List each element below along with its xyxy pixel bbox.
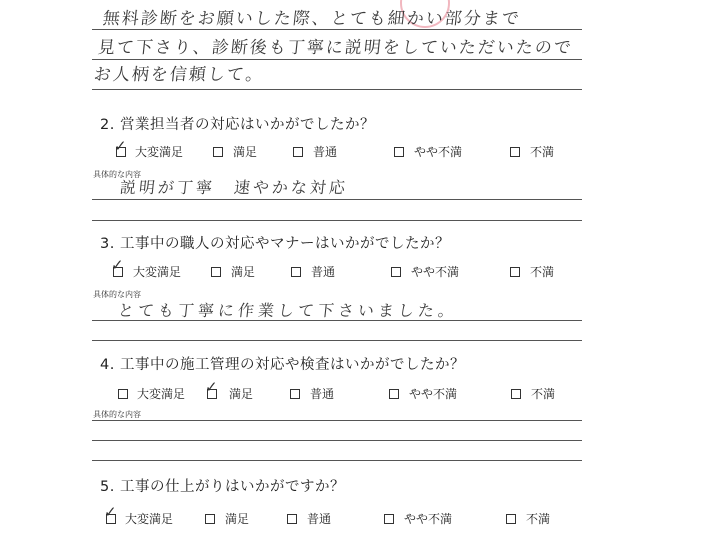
comment-rule bbox=[92, 440, 582, 441]
checkbox-q3-dissatisfied[interactable] bbox=[510, 267, 520, 277]
checkbox-q4-neutral[interactable] bbox=[290, 389, 300, 399]
handwritten-comment-line-3: お人柄を信頼して。 bbox=[92, 65, 266, 85]
comment-rule bbox=[92, 89, 582, 90]
detail-label-q3: 具体的な内容 bbox=[93, 290, 141, 299]
option-label: 普通 bbox=[310, 387, 335, 401]
handwritten-comment-q3: とても丁寧に作業して下さいました。 bbox=[116, 301, 459, 320]
question-5: 5. 工事の仕上がりはいかがですか？ bbox=[100, 479, 345, 495]
checkbox-q2-satisfied[interactable] bbox=[213, 147, 223, 157]
checkbox-q2-somewhat-dissatisfied[interactable] bbox=[394, 147, 404, 157]
comment-rule bbox=[92, 320, 582, 321]
checkbox-q2-dissatisfied[interactable] bbox=[510, 147, 520, 157]
checkbox-q5-satisfied[interactable] bbox=[205, 514, 215, 524]
comment-rule bbox=[92, 340, 582, 341]
option-label: やや不満 bbox=[409, 387, 458, 401]
handwritten-comment-line-2: 見て下さり、診断後も丁寧に説明をしていただいたので bbox=[96, 38, 574, 58]
comment-rule bbox=[92, 220, 582, 221]
option-label: やや不満 bbox=[404, 512, 453, 526]
checkbox-q4-somewhat-dissatisfied[interactable] bbox=[389, 389, 399, 399]
option-label: 不満 bbox=[530, 265, 555, 279]
question-3: 3. 工事中の職人の対応やマナーはいかがでしたか？ bbox=[100, 236, 450, 252]
check-mark-icon: ✓ bbox=[111, 256, 124, 274]
check-mark-icon: ✓ bbox=[114, 137, 127, 155]
comment-rule bbox=[92, 199, 582, 200]
option-label: 普通 bbox=[313, 145, 338, 159]
option-label: 不満 bbox=[530, 145, 555, 159]
checkbox-q3-satisfied[interactable] bbox=[211, 267, 221, 277]
detail-label-q2: 具体的な内容 bbox=[93, 170, 141, 179]
option-label: 満足 bbox=[229, 387, 254, 401]
option-label: 満足 bbox=[231, 265, 256, 279]
handwritten-comment-line-1: 無料診断をお願いした際、とても細かい部分まで bbox=[101, 9, 522, 29]
option-label: 大変満足 bbox=[125, 512, 174, 526]
checkbox-q2-neutral[interactable] bbox=[293, 147, 303, 157]
option-label: 普通 bbox=[307, 512, 332, 526]
option-label: 大変満足 bbox=[133, 265, 182, 279]
option-label: 不満 bbox=[531, 387, 556, 401]
question-2: 2. 営業担当者の対応はいかがでしたか？ bbox=[100, 117, 375, 133]
checkbox-q4-very-satisfied[interactable] bbox=[118, 389, 128, 399]
checkbox-q3-somewhat-dissatisfied[interactable] bbox=[391, 267, 401, 277]
comment-rule bbox=[92, 420, 582, 421]
option-label: やや不満 bbox=[414, 145, 463, 159]
check-mark-icon: ✓ bbox=[205, 378, 218, 396]
checkbox-q5-dissatisfied[interactable] bbox=[506, 514, 516, 524]
checkbox-q5-somewhat-dissatisfied[interactable] bbox=[384, 514, 394, 524]
option-label: やや不満 bbox=[411, 265, 460, 279]
checkbox-q5-neutral[interactable] bbox=[287, 514, 297, 524]
checkbox-q4-dissatisfied[interactable] bbox=[511, 389, 521, 399]
option-label: 満足 bbox=[225, 512, 250, 526]
handwritten-comment-q2: 説明が丁寧 速やかな対応 bbox=[118, 178, 349, 197]
option-label: 大変満足 bbox=[137, 387, 186, 401]
checkbox-q3-neutral[interactable] bbox=[291, 267, 301, 277]
question-4: 4. 工事中の施工管理の対応や検査はいかがでしたか？ bbox=[100, 357, 465, 373]
option-label: 満足 bbox=[233, 145, 258, 159]
comment-rule bbox=[92, 460, 582, 461]
option-label: 不満 bbox=[526, 512, 551, 526]
comment-rule bbox=[92, 29, 582, 30]
option-label: 普通 bbox=[311, 265, 336, 279]
option-label: 大変満足 bbox=[135, 145, 184, 159]
check-mark-icon: ✓ bbox=[104, 503, 117, 521]
detail-label-q4: 具体的な内容 bbox=[93, 410, 141, 419]
